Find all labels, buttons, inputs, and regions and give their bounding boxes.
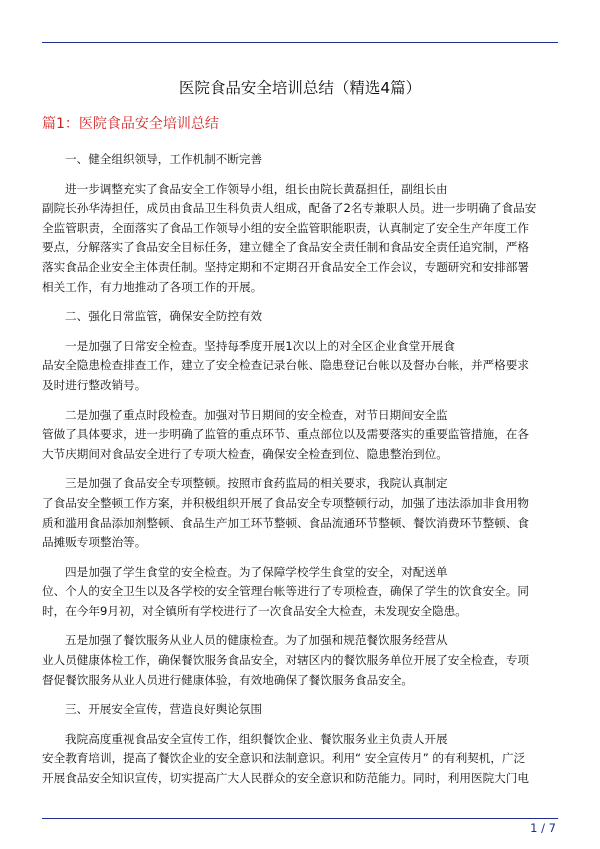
paragraph-line: 管做了具体要求，进一步明确了监管的重点环节、重点部位以及需要落实的重要监管措施，在各 xyxy=(42,427,529,442)
paragraph-line: 品摊贩专项整治等。 xyxy=(42,535,147,550)
paragraph-line: 了食品安全整顿工作方案，并积极组织开展了食品安全专项整顿行动，加强了违法添加非食用物 xyxy=(42,495,529,510)
paragraph-line: 我院高度重视食品安全宣传工作，组织餐饮企业、餐饮服务业主负责人开展 xyxy=(65,731,448,746)
header-rule xyxy=(42,42,558,43)
paragraph-line: 质和滥用食品添加剂整顿、食品生产加工环节整顿、食品流通环节整顿、餐饮消费环节整顿、食 xyxy=(42,515,529,530)
paragraph-line: 督促餐饮服务从业人员进行健康体验，有效地确保了餐饮服务食品安全。 xyxy=(42,672,414,687)
paragraph-line: 二是加强了重点时段检查。加强对节日期间的安全检查，对节日期间安全监 xyxy=(65,407,448,422)
paragraph-line: 一是加强了日常安全检查。坚持每季度开展1次以上的对全区企业食堂开展食 xyxy=(65,338,455,353)
paragraph-line: 及时进行整改销号。 xyxy=(42,377,147,392)
paragraph-line: 二、强化日常监管，确保安全防控有效 xyxy=(65,309,263,324)
document-body xyxy=(42,150,562,799)
paragraph-line: 业人员健康体检工作，确保餐饮服务食品安全，对辖区内的餐饮服务单位开展了安全检查，专项 xyxy=(42,653,529,668)
body-paragraph xyxy=(42,631,562,690)
section-heading xyxy=(42,150,562,170)
footer-rule xyxy=(42,818,558,819)
body-paragraph xyxy=(42,474,562,552)
paragraph-line: 三、开展安全宣传，营造良好舆论氛围 xyxy=(65,702,263,717)
document-title: 医院食品安全培训总结（精选4篇） xyxy=(178,79,422,97)
paragraph-line: 大节庆期间对食品安全进行了专项大检查，确保安全检查到位、隐患整治到位。 xyxy=(42,446,448,461)
paragraph-line: 相关工作，有力地推动了各项工作的开展。 xyxy=(42,279,263,294)
paragraph-line: 落实食品企业安全主体责任制。坚持定期和不定期召开食品安全工作会议，专题研究和安排部署 xyxy=(42,259,529,274)
body-paragraph xyxy=(42,730,562,789)
paragraph-line: 三是加强了食品安全专项整顿。按照市食药监局的相关要求，我院认真制定 xyxy=(65,476,448,491)
paragraph-line: 四是加强了学生食堂的安全检查。为了保障学校学生食堂的安全，对配送单 xyxy=(65,564,448,579)
section-heading xyxy=(42,700,562,720)
paragraph-line: 时，在今年9月初，对全镇所有学校进行了一次食品安全大检查，未发现安全隐患。 xyxy=(42,603,467,618)
paragraph-line: 开展食品安全知识宣传，切实提高广大人民群众的安全意识和防范能力。同时，利用医院大门电 xyxy=(42,771,529,786)
body-paragraph xyxy=(42,563,562,622)
body-paragraph xyxy=(42,180,562,298)
section-title: 篇1：医院食品安全培训总结 xyxy=(42,116,219,132)
paragraph-line: 全监管职责，全面落实了食品工作领导小组的安全监管职能职责，认真制定了安全生产年度工作 xyxy=(42,220,529,235)
body-paragraph xyxy=(42,406,562,465)
paragraph-line: 品安全隐患检查排查工作，建立了安全检查记录台帐、隐患登记台帐以及督办台帐，并严格要求 xyxy=(42,358,529,373)
paragraph-line: 一、健全组织领导，工作机制不断完善 xyxy=(65,152,263,166)
paragraph-line: 五是加强了餐饮服务从业人员的健康检查。为了加强和规范餐饮服务经营从 xyxy=(65,633,448,648)
paragraph-line: 副院长孙华涛担任，成员由食品卫生科负责人组成，配备了2名专兼职人员。进一步明确了食品安 xyxy=(42,201,537,216)
section-heading xyxy=(42,307,562,327)
page-number: 1 / 7 xyxy=(530,821,556,835)
paragraph-line: 位、个人的安全卫生以及各学校的安全管理台帐等进行了专项检查，确保了学生的饮食安全。同 xyxy=(42,584,529,599)
body-paragraph xyxy=(42,337,562,396)
paragraph-line: 要点，分解落实了食品安全目标任务，建立健全了食品安全责任制和食品安全责任追究制，严格 xyxy=(42,240,529,255)
paragraph-line: 安全教育培训，提高了餐饮企业的安全意识和法制意识。利用“ 安全宣传月” 的有利契机，广泛 xyxy=(42,751,526,766)
paragraph-line: 进一步调整充实了食品安全工作领导小组，组长由院长黄磊担任，副组长由 xyxy=(65,181,448,196)
